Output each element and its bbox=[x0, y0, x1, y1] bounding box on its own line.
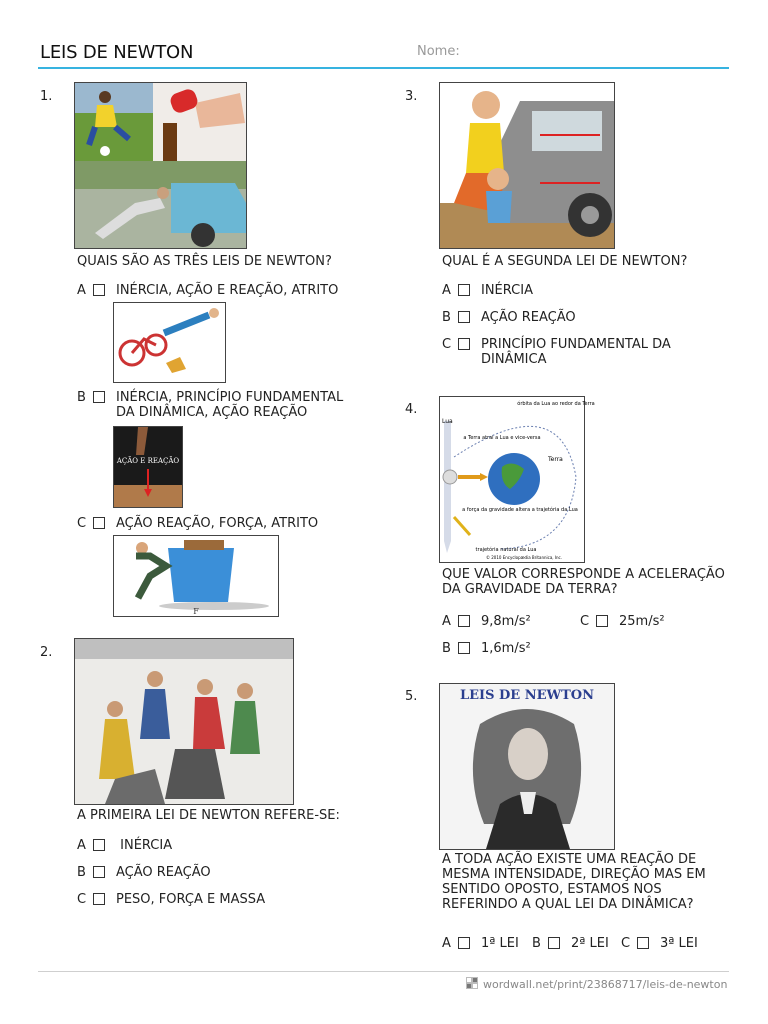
question-1-option-b-image bbox=[113, 426, 183, 508]
checkbox[interactable] bbox=[93, 517, 105, 529]
question-3-option-b[interactable] bbox=[442, 310, 722, 326]
option-letter: B bbox=[532, 936, 541, 951]
question-4-text: QUE VALOR CORRESPONDE A ACELERAÇÃO DA GRAVIDADE DA TERRA? bbox=[442, 567, 725, 597]
checkbox[interactable] bbox=[458, 311, 470, 323]
question-2-text: A PRIMEIRA LEI DE NEWTON REFERE-SE: bbox=[77, 808, 340, 823]
option-letter: A bbox=[77, 838, 86, 853]
wordwall-logo-icon bbox=[466, 977, 478, 992]
option-letter: C bbox=[77, 892, 87, 907]
name-field-label[interactable]: Nome: bbox=[417, 44, 460, 59]
question-5-number: 5. bbox=[405, 689, 418, 704]
footer-divider bbox=[38, 971, 729, 972]
portrait-title: LEIS DE NEWTON bbox=[459, 688, 595, 703]
option-b-image-label: AÇÃO E REAÇÃO bbox=[116, 457, 180, 465]
option-letter: A bbox=[442, 614, 451, 629]
footer-url-link[interactable]: wordwall.net/print/23868717/leis-de-newton bbox=[483, 978, 728, 991]
option-letter: A bbox=[442, 936, 451, 951]
question-4-number: 4. bbox=[405, 402, 418, 417]
footer bbox=[466, 977, 727, 992]
question-5-text: A TODA AÇÃO EXISTE UMA REAÇÃO DE MESMA INTENSIDADE, DIREÇÃO MAS EM SENTIDO OPOSTO, ESTAMOS NOS REFERINDO A QUAL LEI DA DINÂMICA? bbox=[442, 852, 706, 912]
checkbox[interactable] bbox=[458, 937, 470, 949]
option-letter: B bbox=[442, 641, 451, 656]
question-3-text: QUAL É A SEGUNDA LEI DE NEWTON? bbox=[442, 254, 688, 269]
option-letter: C bbox=[442, 337, 452, 352]
option-letter: A bbox=[442, 283, 451, 298]
checkbox[interactable] bbox=[93, 893, 105, 905]
checkbox[interactable] bbox=[548, 937, 560, 949]
option-letter: C bbox=[621, 936, 631, 951]
checkbox[interactable] bbox=[93, 284, 105, 296]
earth-label: Terra bbox=[548, 456, 563, 463]
option-letter: C bbox=[77, 516, 87, 531]
checkbox[interactable] bbox=[596, 615, 608, 627]
question-2-option-c[interactable] bbox=[77, 892, 367, 908]
option-text: INÉRCIA bbox=[481, 283, 533, 298]
question-1-image bbox=[74, 82, 247, 249]
checkbox[interactable] bbox=[93, 839, 105, 851]
checkbox[interactable] bbox=[93, 866, 105, 878]
checkbox[interactable] bbox=[637, 937, 649, 949]
option-letter: B bbox=[77, 865, 86, 880]
question-1-text: QUAIS SÃO AS TRÊS LEIS DE NEWTON? bbox=[77, 254, 332, 269]
question-4-option-b[interactable] bbox=[442, 641, 572, 657]
checkbox[interactable] bbox=[458, 615, 470, 627]
option-letter: A bbox=[77, 283, 86, 298]
checkbox[interactable] bbox=[93, 391, 105, 403]
option-text: 3ª LEI bbox=[660, 936, 698, 951]
question-5-option-b[interactable] bbox=[532, 936, 617, 952]
option-letter: C bbox=[580, 614, 590, 629]
question-5-option-a[interactable] bbox=[442, 936, 527, 952]
question-5-option-c[interactable] bbox=[621, 936, 721, 952]
question-2-option-a[interactable] bbox=[77, 838, 367, 854]
option-text: PESO, FORÇA E MASSA bbox=[116, 892, 266, 907]
option-text: 2ª LEI bbox=[571, 936, 609, 951]
question-3-option-a[interactable] bbox=[442, 283, 722, 299]
option-text: INÉRCIA, AÇÃO E REAÇÃO, ATRITO bbox=[116, 283, 339, 298]
question-1-number: 1. bbox=[40, 89, 53, 104]
question-1-option-a[interactable] bbox=[77, 283, 367, 299]
question-2-number: 2. bbox=[40, 645, 53, 660]
question-2-image bbox=[74, 638, 294, 805]
option-text: AÇÃO REAÇÃO, FORÇA, ATRITO bbox=[116, 516, 319, 531]
trajectory-label: trajetória natural da Lua bbox=[475, 547, 537, 553]
option-text: 9,8m/s² bbox=[481, 614, 531, 629]
question-4-option-c[interactable] bbox=[580, 614, 710, 630]
question-5-image bbox=[439, 683, 615, 850]
checkbox[interactable] bbox=[458, 642, 470, 654]
gravity-label: a força da gravidade altera a trajetória da Lua bbox=[462, 507, 578, 513]
question-3-option-c[interactable] bbox=[442, 337, 722, 369]
checkbox[interactable] bbox=[458, 284, 470, 296]
question-1-option-c-image bbox=[113, 535, 279, 617]
option-text: INÉRCIA, PRINCÍPIO FUNDAMENTAL DA DINÂMICA, AÇÃO REAÇÃO bbox=[116, 390, 344, 420]
checkbox[interactable] bbox=[458, 338, 470, 350]
option-letter: B bbox=[442, 310, 451, 325]
question-1-option-a-image bbox=[113, 302, 226, 383]
question-3-image bbox=[439, 82, 615, 249]
option-text: INÉRCIA bbox=[116, 838, 173, 853]
question-4-option-a[interactable] bbox=[442, 614, 572, 630]
question-2-option-b[interactable] bbox=[77, 865, 367, 881]
header-divider bbox=[38, 67, 729, 69]
option-text: PRINCÍPIO FUNDAMENTAL DA DINÂMICA bbox=[481, 337, 671, 367]
option-text: 25m/s² bbox=[619, 614, 665, 629]
copyright-label: © 2010 Encyclopædia Britannica, Inc. bbox=[485, 555, 563, 560]
option-c-image-label: F bbox=[193, 607, 199, 616]
orbit-label: órbita da Lua ao redor da Terra bbox=[517, 401, 595, 407]
option-text: AÇÃO REAÇÃO bbox=[481, 310, 576, 325]
page-title: LEIS DE NEWTON bbox=[40, 42, 194, 63]
question-4-diagram bbox=[439, 396, 595, 563]
question-1-option-c[interactable] bbox=[77, 516, 367, 532]
option-text: 1ª LEI bbox=[481, 936, 519, 951]
question-3-number: 3. bbox=[405, 89, 418, 104]
option-text: AÇÃO REAÇÃO bbox=[116, 865, 211, 880]
moon-label: Lua bbox=[442, 418, 453, 425]
attraction-label: a Terra atrai a Lua e vice-versa bbox=[463, 435, 541, 441]
question-1-option-b[interactable] bbox=[77, 390, 367, 422]
option-letter: B bbox=[77, 390, 86, 405]
option-text: 1,6m/s² bbox=[481, 641, 531, 656]
